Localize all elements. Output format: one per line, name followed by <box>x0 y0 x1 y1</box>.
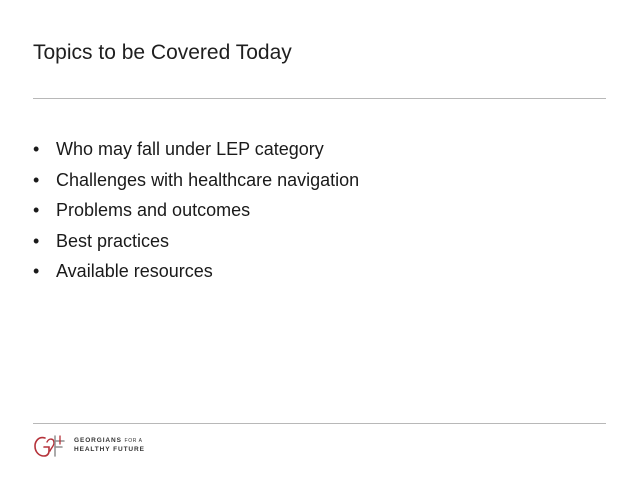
gfhf-monogram-icon <box>33 432 67 460</box>
bullet-icon: • <box>33 139 40 159</box>
bullet-text: Challenges with healthcare navigation <box>56 169 360 190</box>
bullet-icon: • <box>33 200 40 220</box>
logo-word-for-a: FOR A <box>124 438 143 444</box>
bullet-text: Available resources <box>56 261 213 281</box>
organization-logo <box>33 432 153 460</box>
bullet-text: Best practices <box>56 230 170 251</box>
bullet-icon: • <box>33 230 40 251</box>
footer-divider <box>33 423 606 424</box>
logo-word-georgians: GEORGIANS <box>74 437 122 444</box>
logo-line-1 <box>74 437 143 445</box>
logo-line-2: HEALTHY FUTURE <box>74 446 145 453</box>
bullet-text: Who may fall under LEP category <box>56 139 324 159</box>
bullet-icon: • <box>33 261 40 281</box>
bullet-icon: • <box>33 169 40 190</box>
title-divider <box>33 98 606 99</box>
slide-title: Topics to be Covered Today <box>33 41 292 64</box>
bullet-text: Problems and outcomes <box>56 200 251 220</box>
